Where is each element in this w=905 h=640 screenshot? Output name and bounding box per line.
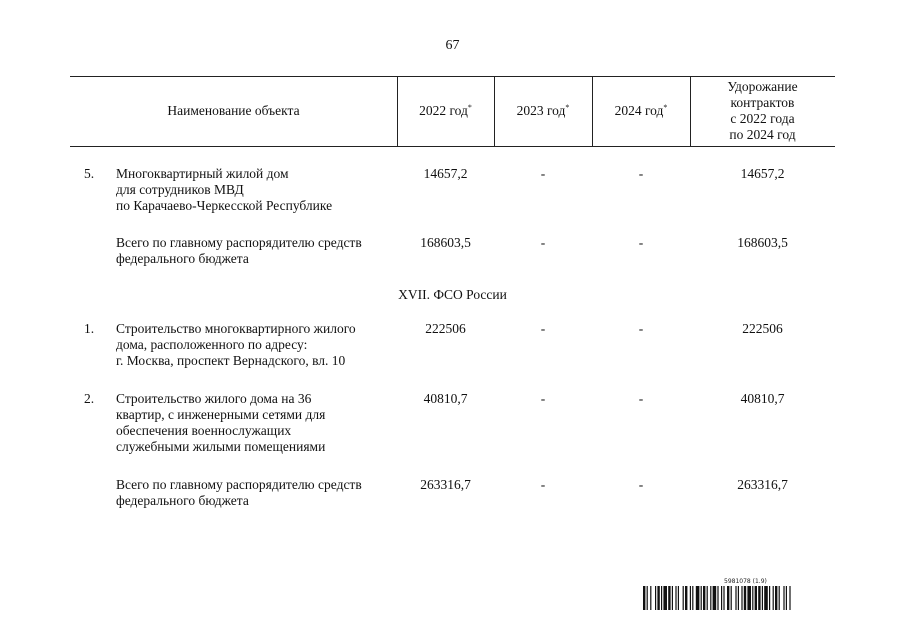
value-increase: 263316,7: [737, 477, 788, 492]
section-title: XVII. ФСО России: [398, 287, 507, 302]
value-2024: -: [638, 321, 644, 336]
barcode: [643, 586, 858, 610]
header-increase: Удорожание контрактов с 2022 года по 2024 год: [727, 79, 798, 142]
row-number: 1.: [84, 321, 95, 336]
value-2023: -: [540, 166, 546, 181]
value-2024: -: [638, 391, 644, 406]
value-2024: -: [638, 235, 644, 250]
value-2023: -: [540, 321, 546, 336]
value-2024: -: [638, 477, 644, 492]
table-header-rule: [70, 146, 835, 147]
page-number: 67: [445, 38, 460, 53]
header-2022: 2022 год*: [419, 103, 472, 118]
row-name: Всего по главному распорядителю средств федерального бюджета: [116, 477, 362, 508]
row-number: 2.: [84, 391, 95, 406]
value-2022: 222506: [425, 321, 466, 336]
value-2022: 263316,7: [420, 477, 471, 492]
row-name: Всего по главному распорядителю средств федерального бюджета: [116, 235, 362, 266]
row-name: Строительство жилого дома на 36 квартир, с инженерными сетями для обеспечения военнослужащих служебными жилыми помещениями: [116, 391, 326, 454]
value-2023: -: [540, 391, 546, 406]
value-2022: 14657,2: [423, 166, 468, 181]
value-2023: -: [540, 235, 546, 250]
row-number: 5.: [84, 166, 95, 181]
value-2023: -: [540, 477, 546, 492]
header-2024: 2024 год*: [614, 103, 668, 118]
value-2022: 168603,5: [420, 235, 471, 250]
value-2022: 40810,7: [423, 391, 468, 406]
value-increase: 168603,5: [737, 235, 788, 250]
row-name: Многоквартирный жилой дом для сотрудников МВД по Карачаево-Черкесской Республике: [116, 166, 333, 213]
row-name: Строительство многоквартирного жилого дома, расположенного по адресу: г. Москва, проспект Вернадского, вл. 10: [116, 321, 356, 368]
barcode-label: 5981078 (1.9): [724, 578, 767, 585]
value-increase: 40810,7: [740, 391, 785, 406]
value-increase: 14657,2: [740, 166, 785, 181]
value-2024: -: [638, 166, 644, 181]
value-increase: 222506: [742, 321, 783, 336]
header-name: Наименование объекта: [167, 103, 300, 118]
header-2023: 2023 год*: [516, 103, 570, 118]
